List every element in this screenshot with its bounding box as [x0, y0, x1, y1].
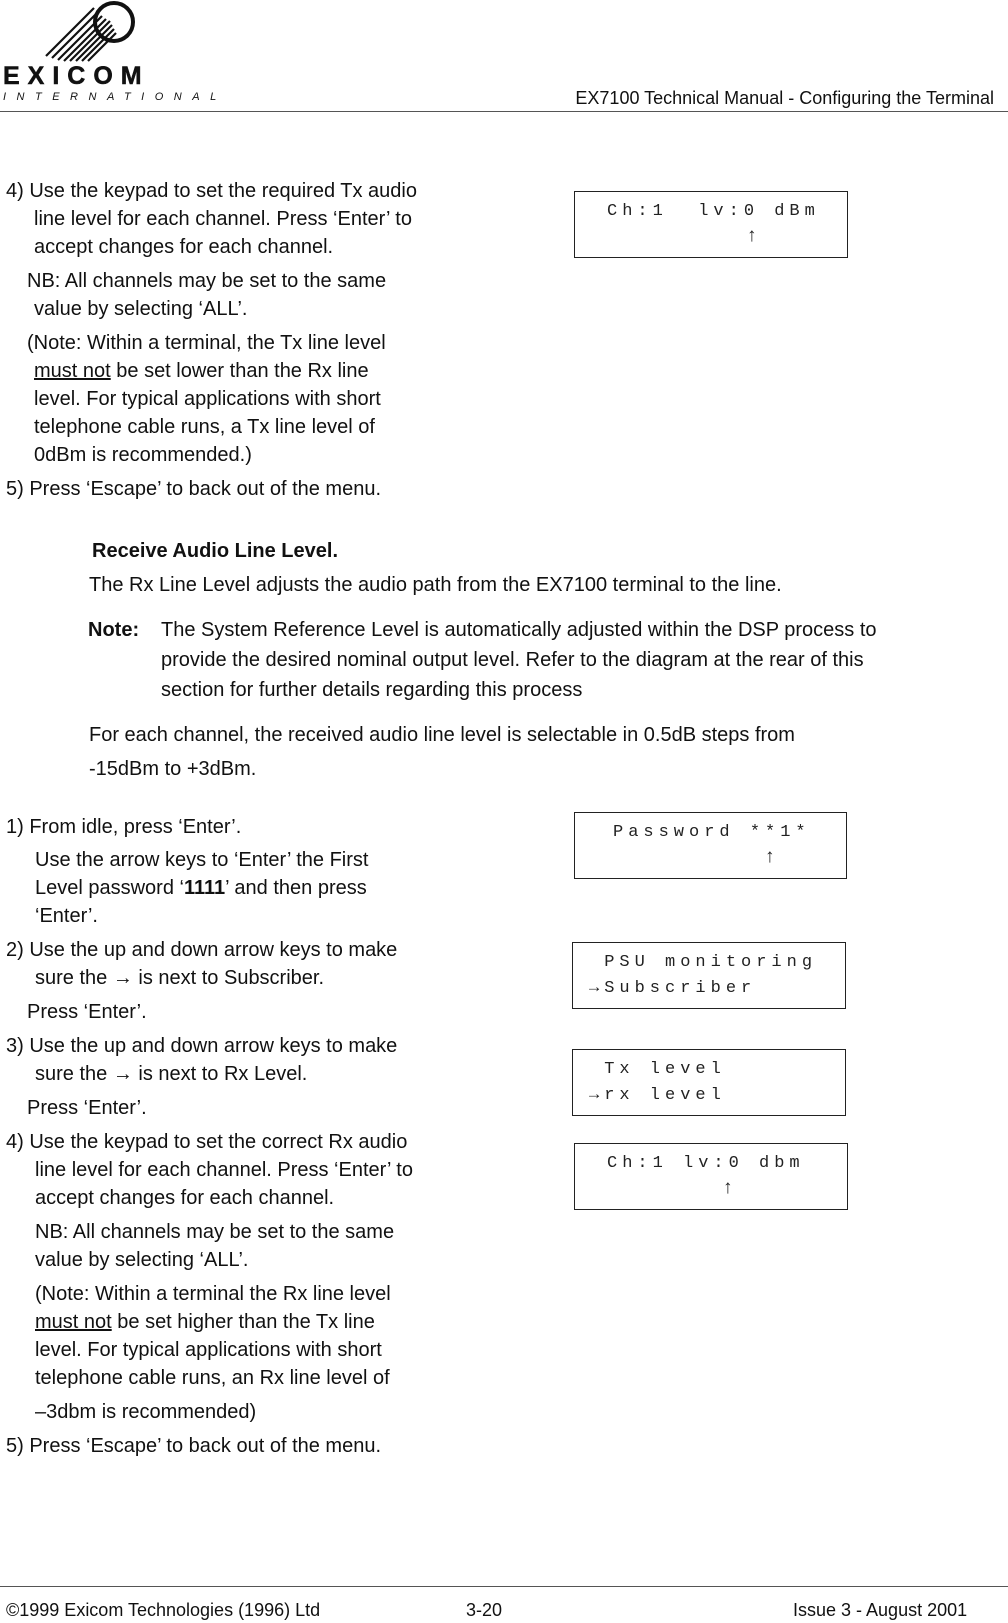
logo-emblem-icon [40, 0, 140, 64]
rx-step-4-line-2: line level for each channel. Press ‘Enter’ to [35, 1159, 413, 1181]
lcd-tx-level-line-1: Ch:1 lv:0 dBm [607, 202, 820, 221]
tx-note-line-3: level. For typical applications with short [34, 388, 381, 410]
lcd-menu-1-line-1: PSU monitoring [589, 953, 818, 972]
logo-subtitle: INTERNATIONAL [3, 91, 227, 103]
rx-note-line-2-rest: be set higher than the Tx line [111, 1311, 375, 1333]
tx-step-5: 5) Press ‘Escape’ to back out of the menu. [6, 478, 382, 500]
lcd-password-line-1: Password **1* [613, 823, 811, 842]
note-line-1: The System Reference Level is automatically adjusted within the DSP process to [161, 619, 877, 641]
password-value: 1111 [183, 877, 226, 899]
rx-step-2-line-1: 2) Use the up and down arrow keys to make [6, 939, 398, 961]
rx-step-1-line-3-post: ’ and then press [225, 877, 367, 899]
section-heading: Receive Audio Line Level. [92, 540, 339, 562]
company-logo [0, 0, 227, 110]
header-rule [0, 111, 1008, 112]
rx-step-1-line-4: ‘Enter’. [35, 905, 98, 927]
up-arrow-icon: ↑ [765, 846, 775, 867]
section-intro: The Rx Line Level adjusts the audio path from the EX7100 terminal to the line. [89, 574, 782, 596]
rx-step-1-line-3 [35, 874, 367, 902]
footer-page-number: 3-20 [466, 1600, 503, 1620]
tx-step-4-line-1: 4) Use the keypad to set the required Tx audio [6, 180, 417, 202]
rx-step-3-line-1: 3) Use the up and down arrow keys to make [6, 1035, 398, 1057]
footer-rule [0, 1586, 1008, 1587]
rx-note-line-2 [35, 1308, 375, 1336]
rx-step-2-line-3: Press ‘Enter’. [27, 1001, 147, 1023]
tx-note-emphasis: must not [34, 360, 111, 382]
lcd-tx-level-display [574, 191, 848, 258]
tx-nb-line-1: NB: All channels may be set to the same [27, 270, 387, 292]
rx-nb-line-1: NB: All channels may be set to the same [35, 1221, 395, 1243]
rx-note-line-3: level. For typical applications with short [35, 1339, 382, 1361]
footer-issue: Issue 3 - August 2001 [793, 1600, 968, 1620]
rx-step-1-line-3-pre: Level password ‘ [35, 877, 184, 899]
note-label: Note: [88, 619, 140, 641]
tx-note-line-2 [34, 357, 369, 385]
tx-note-line-4: telephone cable runs, a Tx line level of [34, 416, 375, 438]
rx-step-4-line-3: accept changes for each channel. [35, 1187, 335, 1209]
range-line-1: For each channel, the received audio line level is selectable in 0.5dB steps from [89, 724, 795, 746]
rx-note-line-1: (Note: Within a terminal the Rx line level [35, 1283, 391, 1305]
tx-note-line-5: 0dBm is recommended.) [34, 444, 252, 466]
rx-step-4-line-1: 4) Use the keypad to set the correct Rx audio [6, 1131, 408, 1153]
rx-note-line-4: telephone cable runs, an Rx line level of [35, 1367, 390, 1389]
rx-step-1-line-2: Use the arrow keys to ‘Enter’ the First [35, 849, 369, 871]
tx-note-line-2-rest: be set lower than the Rx line [110, 360, 369, 382]
up-arrow-icon: ↑ [723, 1177, 733, 1198]
tx-note-line-1: (Note: Within a terminal, the Tx line level [27, 332, 386, 354]
rx-note-line-5: –3dbm is recommended) [35, 1401, 257, 1423]
tx-step-4-line-2: line level for each channel. Press ‘Enter’ to [34, 208, 412, 230]
tx-step-4-line-3: accept changes for each channel. [34, 236, 334, 258]
up-arrow-icon: ↑ [747, 225, 757, 246]
rx-note-emphasis: must not [35, 1311, 112, 1333]
footer-copyright: ©1999 Exicom Technologies (1996) Ltd [6, 1600, 321, 1620]
lcd-rx-level-line-1: Ch:1 lv:0 dbm [607, 1154, 805, 1173]
lcd-rx-level-display [574, 1143, 848, 1210]
rx-step-3-line-3: Press ‘Enter’. [27, 1097, 147, 1119]
rx-step-3-line-2: sure the → is next to Rx Level. [35, 1063, 308, 1085]
lcd-menu-2-line-1: Tx level [589, 1060, 726, 1079]
logo-wordmark: EXICOM [3, 62, 150, 90]
tx-nb-line-2: value by selecting ‘ALL’. [34, 298, 248, 320]
range-line-2: -15dBm to +3dBm. [89, 758, 257, 780]
note-line-2: provide the desired nominal output level. Refer to the diagram at the rear of this [161, 649, 864, 671]
lcd-menu-2-line-2: →rx level [589, 1086, 726, 1105]
note-line-3: section for further details regarding this process [161, 679, 583, 701]
lcd-password-display [574, 812, 847, 879]
lcd-menu-1-line-2: →Subscriber [589, 979, 757, 998]
rx-step-1-line-1: 1) From idle, press ‘Enter’. [6, 816, 242, 838]
lcd-menu-rx-level-display [572, 1049, 846, 1116]
rx-step-5: 5) Press ‘Escape’ to back out of the menu. [6, 1435, 382, 1457]
lcd-menu-subscriber-display [572, 942, 846, 1009]
rx-step-2-line-2: sure the → is next to Subscriber. [35, 967, 325, 989]
page-header-title: EX7100 Technical Manual - Configuring the Terminal [575, 88, 994, 108]
rx-nb-line-2: value by selecting ‘ALL’. [35, 1249, 249, 1271]
